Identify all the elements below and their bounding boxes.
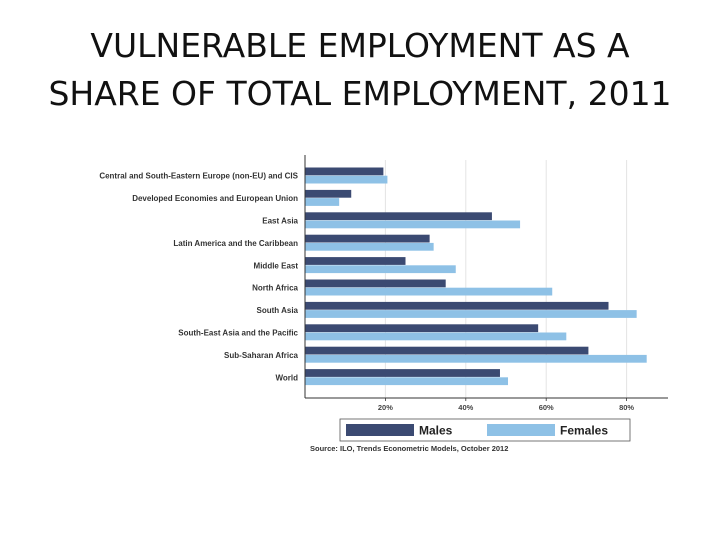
- title-line-1: VULNERABLE EMPLOYMENT AS A: [90, 26, 630, 65]
- category-label: Latin America and the Caribbean: [173, 238, 298, 248]
- bar-males: [305, 212, 492, 220]
- bar-females: [305, 377, 508, 385]
- category-label: Sub-Saharan Africa: [224, 350, 298, 360]
- bar-females: [305, 265, 456, 273]
- bar-males: [305, 257, 406, 265]
- category-label: South Asia: [256, 306, 298, 316]
- bar-females: [305, 176, 387, 184]
- bar-females: [305, 243, 434, 251]
- x-tick-label: 60%: [538, 403, 554, 412]
- legend-label-males: Males: [419, 423, 453, 438]
- category-label: South-East Asia and the Pacific: [178, 328, 298, 338]
- bar-females: [305, 288, 552, 296]
- bar-males: [305, 369, 500, 377]
- source-note: Source: ILO, Trends Econometric Models, October 2012: [310, 444, 509, 453]
- category-label: World: [275, 373, 298, 383]
- legend-swatch-males: [346, 424, 414, 436]
- bar-females: [305, 333, 566, 341]
- bar-males: [305, 324, 538, 332]
- bar-females: [305, 198, 339, 206]
- legend-swatch-females: [487, 424, 555, 436]
- bar-males: [305, 280, 446, 288]
- x-tick-label: 80%: [619, 403, 635, 412]
- bar-females: [305, 221, 520, 229]
- x-tick-label: 40%: [458, 403, 474, 412]
- bar-males: [305, 190, 351, 198]
- x-tick-label: 20%: [377, 403, 393, 412]
- bars: [305, 168, 647, 386]
- bar-males: [305, 235, 430, 243]
- bar-females: [305, 310, 637, 318]
- bar-females: [305, 355, 647, 363]
- bar-males: [305, 347, 588, 355]
- legend-label-females: Females: [560, 423, 609, 438]
- category-label: North Africa: [252, 283, 298, 293]
- bar-males: [305, 302, 609, 310]
- category-label: Middle East: [253, 261, 298, 271]
- bar-males: [305, 168, 383, 176]
- category-labels: [99, 172, 298, 383]
- category-label: Central and South-Eastern Europe (non-EU) and CIS: [99, 171, 298, 181]
- legend: [340, 419, 630, 441]
- title-line-2: SHARE OF TOTAL EMPLOYMENT, 2011: [48, 74, 672, 113]
- category-label: Developed Economies and European Union: [132, 194, 298, 204]
- category-label: East Asia: [262, 216, 298, 226]
